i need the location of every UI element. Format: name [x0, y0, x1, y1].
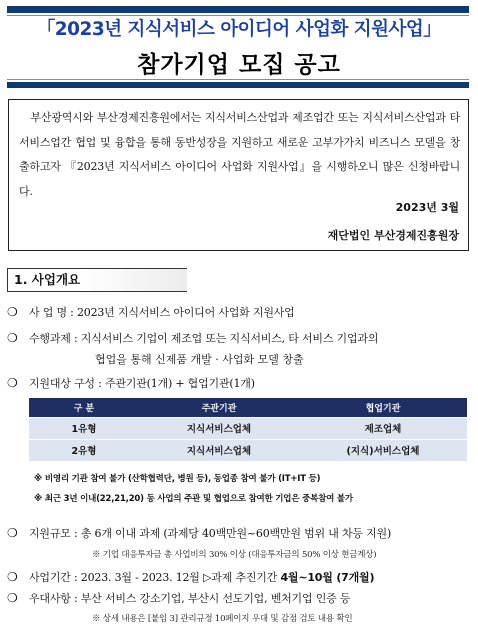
- intro-body: 부산광역시와 부산경제진흥원에서는 지식서비스산업과 제조업간 또는 지식서비스산업과 타서비스업간 협업 및 융합을 통해 동반성장을 지원하고 새로운 고부가가치 비즈니스 모델을 창출하고자 『2023년 지식서비스 아이디어 사업화 지원사업』을 시행하오니 많은 신청바랍니다.: [19, 111, 461, 198]
- section-heading: 1. 사업개요: [7, 268, 187, 292]
- header-top-bar: [7, 6, 469, 13]
- support-scale-note: ※ 기업 대응투자금 총 사업비의 30% 이상 (대응투자금의 50% 이상 현금계상): [92, 550, 377, 560]
- table-cell: 지식서비스업체: [139, 417, 299, 439]
- announcement-subtitle: 참가기업 모집 공고: [137, 52, 341, 78]
- table-cell: 지식서비스업체: [139, 439, 299, 461]
- table-row: [29, 439, 467, 461]
- task-item: ❍ 수행과제 : 지식서비스 기업이 제조업 또는 지식서비스, 타 서비스 기업과의: [7, 331, 379, 345]
- table-header-cell: 주관기관: [139, 398, 299, 417]
- table-cell: (지식)서비스업체: [299, 439, 467, 461]
- ring-bullet-icon: ❍: [7, 591, 18, 605]
- target-composition-item: ❍ 지원대상 구성 : 주관기관(1개) + 협업기관(1개): [7, 376, 255, 390]
- table-header-cell: 협업기관: [299, 398, 467, 417]
- preference-note: ※ 상세 내용은 [붙임 3] 관리규정 10페이지 우대 및 감점 검토 내용 확인: [92, 614, 353, 624]
- header-bottom-bar: [7, 82, 469, 88]
- project-period-highlight: 4월~10월 (7개월): [280, 571, 375, 584]
- business-name-item: ❍ 사 업 명 : 2023년 지식서비스 아이디어 사업화 지원사업: [7, 305, 295, 319]
- table-cell: 제조업체: [299, 417, 467, 439]
- table-cell: 2유형: [29, 439, 139, 461]
- ring-bullet-icon: ❍: [7, 526, 18, 540]
- eligibility-note: ※ 비영리 기관 참여 불가 (산학협력단, 병원 등), 동업종 참여 불가 (IT+IT 등): [34, 474, 321, 484]
- intro-organization: 재단법인 부산경제진흥원장: [327, 229, 459, 242]
- table-row: [29, 417, 467, 439]
- preference-item: ❍ 우대사항 : 부산 서비스 강소기업, 부산시 선도기업, 벤처기업 인증 등: [7, 591, 351, 605]
- duplicate-participation-note: ※ 최근 3년 이내(22,21,20) 동 사업의 주관 및 협업으로 참여한 기업은 중복참여 불가: [34, 494, 353, 504]
- table-header-cell: 구 분: [29, 398, 139, 417]
- task-item-continuation: 협업을 통해 신제품 개발 · 사업화 모델 창출: [95, 353, 304, 366]
- intro-box: [8, 99, 469, 251]
- ring-bullet-icon: ❍: [7, 305, 18, 319]
- intro-date: 2023년 3월: [395, 201, 459, 214]
- table-cell: 1유형: [29, 417, 139, 439]
- ring-bullet-icon: ❍: [7, 376, 18, 390]
- ring-bullet-icon: ❍: [7, 570, 18, 584]
- ring-bullet-icon: ❍: [7, 331, 18, 345]
- table-header-row: [29, 398, 467, 417]
- support-scale-item: ❍ 지원규모 : 총 6개 이내 과제 (과제당 40백만원~60백만원 범위 내 차등 지원): [7, 526, 392, 540]
- project-period-item: ❍ 사업기간 : 2023. 3월 - 2023. 12월 ▷과제 추진기간 4월~10월 (7개월): [7, 570, 375, 584]
- announcement-title: 「2023년 지식서비스 아이디어 사업화 지원사업」: [36, 19, 442, 40]
- target-type-table: [29, 398, 467, 461]
